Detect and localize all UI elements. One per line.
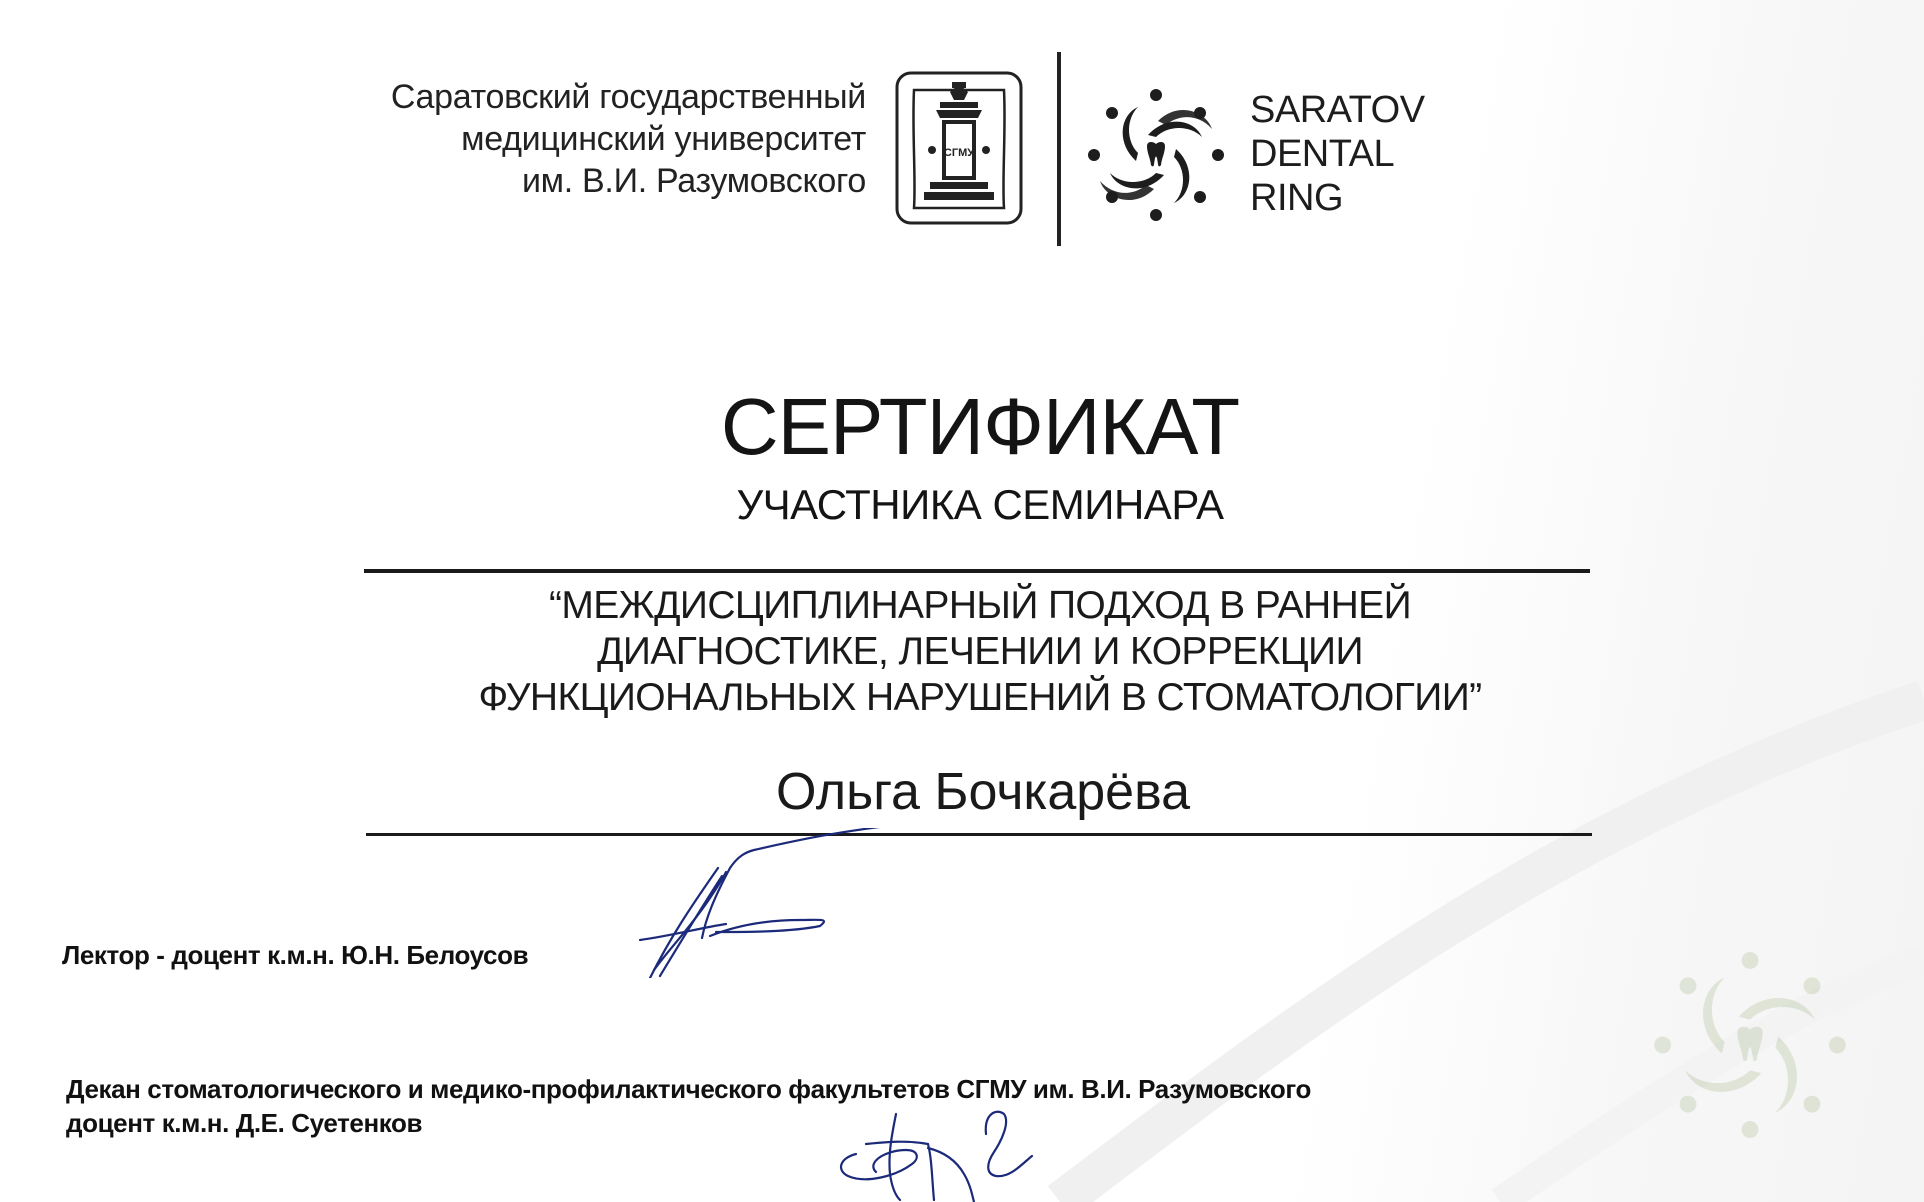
dean-caption-line-1: Декан стоматологического и медико-профилактического факультетов СГМУ им. В.И. Разумовского <box>66 1074 1311 1104</box>
ring-name-line-3: RING <box>1250 177 1343 219</box>
dental-ring-logo-icon <box>1085 88 1227 222</box>
university-name <box>391 76 866 202</box>
dental-ring-watermark-icon <box>1650 950 1850 1140</box>
seminar-title-line-3: ФУНКЦИОНАЛЬНЫХ НАРУШЕНИЙ В СТОМАТОЛОГИИ” <box>478 676 1482 719</box>
ring-name-line-2: DENTAL <box>1250 133 1395 175</box>
dean-caption <box>66 1072 1311 1140</box>
emblem-letters: СГМУ <box>943 147 975 159</box>
ring-name-line-1: SARATOV <box>1250 89 1425 131</box>
university-name-line-1: Саратовский государственный <box>390 78 866 116</box>
participant-name: Ольга Бочкарёва <box>775 763 1191 821</box>
university-name-line-2: медицинский университет <box>461 120 866 158</box>
seminar-title <box>0 583 1924 721</box>
lecturer-caption: Лектор - доцент к.м.н. Ю.Н. Белоусов <box>62 940 529 970</box>
university-emblem-logo <box>894 70 1024 226</box>
university-name-line-3: им. В.И. Разумовского <box>521 162 866 200</box>
seminar-title-line-2: ДИАГНОСТИКЕ, ЛЕЧЕНИИ И КОРРЕКЦИИ <box>597 630 1363 673</box>
header-divider <box>1057 52 1061 246</box>
certificate-subtitle: УЧАСТНИКА СЕМИНАРА <box>736 481 1224 528</box>
name-rule <box>366 833 1592 836</box>
dean-signature <box>836 1104 1066 1202</box>
dean-caption-line-2: доцент к.м.н. Д.Е. Суетенков <box>66 1108 423 1138</box>
top-rule <box>364 569 1590 573</box>
dental-ring-name <box>1250 88 1425 220</box>
seminar-title-line-1: “МЕЖДИСЦИПЛИНАРНЫЙ ПОДХОД В РАННЕЙ <box>549 584 1411 627</box>
certificate-title: СЕРТИФИКАТ <box>720 382 1240 471</box>
lecturer-signature <box>630 828 930 978</box>
